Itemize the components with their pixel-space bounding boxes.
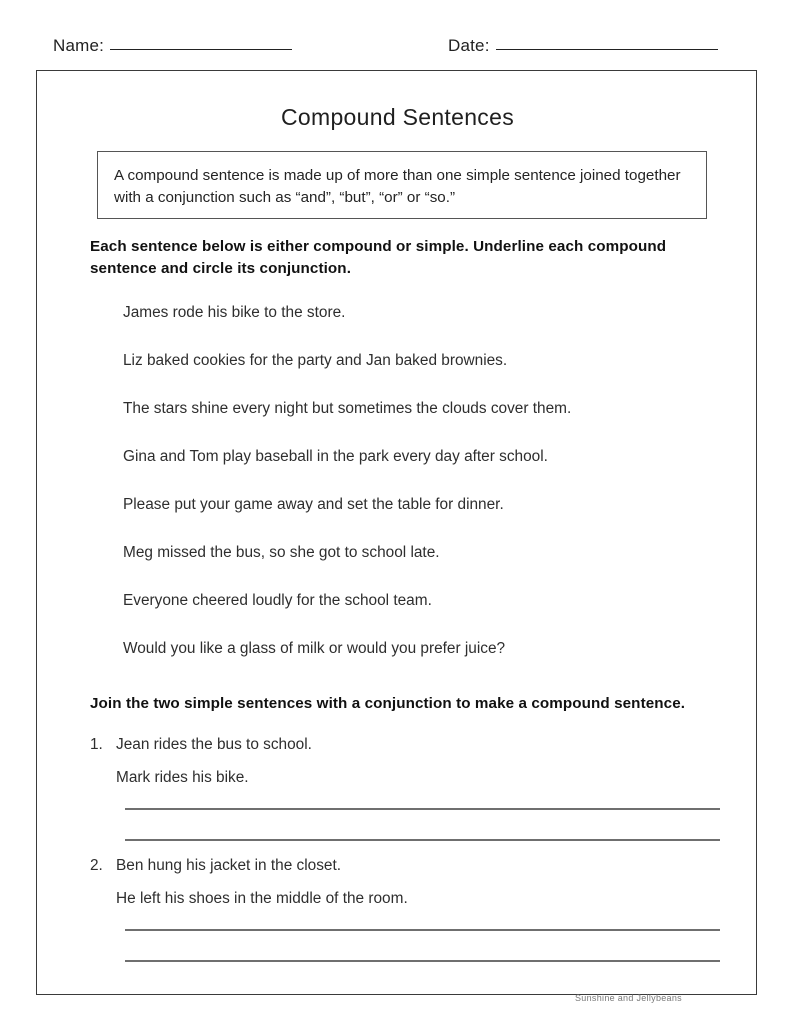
definition-box bbox=[97, 151, 707, 219]
join-item-number: 2. bbox=[90, 857, 103, 874]
answer-write-line[interactable] bbox=[125, 929, 720, 931]
date-field bbox=[448, 36, 718, 56]
answer-write-line[interactable] bbox=[125, 808, 720, 810]
page-title: Compound Sentences bbox=[281, 104, 514, 130]
date-write-line[interactable] bbox=[496, 48, 718, 50]
list-item[interactable]: Meg missed the bus, so she got to school late. bbox=[123, 544, 440, 561]
definition-text: A compound sentence is made up of more than one simple sentence joined together with a conjunction such as “and”, “but”, “or” or “so.” bbox=[114, 167, 681, 206]
name-field bbox=[53, 36, 292, 56]
list-item[interactable]: James rode his bike to the store. bbox=[123, 304, 346, 321]
worksheet-page-frame bbox=[36, 70, 757, 995]
join-sentence-list bbox=[90, 736, 730, 907]
join-item-sentence-b: Mark rides his bike. bbox=[116, 769, 249, 786]
instruction-underline-circle: Each sentence below is either compound or simple. Underline each compound sentence and circle its conjunction. bbox=[90, 238, 667, 277]
list-item[interactable]: Gina and Tom play baseball in the park every day after school. bbox=[123, 448, 548, 465]
worksheet-header bbox=[0, 36, 791, 66]
list-item[interactable]: The stars shine every night but sometimes the clouds cover them. bbox=[123, 400, 572, 417]
join-item-number: 1. bbox=[90, 736, 103, 753]
join-item-sentence-b: He left his shoes in the middle of the room. bbox=[116, 890, 408, 907]
footer-credit: Sunshine and Jellybeans bbox=[575, 993, 682, 1003]
join-item-1 bbox=[90, 736, 730, 857]
date-label: Date: bbox=[448, 36, 490, 55]
join-item-sentence-a: Ben hung his jacket in the closet. bbox=[116, 857, 342, 874]
list-item[interactable]: Would you like a glass of milk or would you prefer juice? bbox=[123, 640, 506, 657]
list-item[interactable]: Everyone cheered loudly for the school team. bbox=[123, 592, 432, 609]
practice-sentence-list bbox=[123, 303, 713, 687]
answer-write-line[interactable] bbox=[125, 960, 720, 962]
instruction-join-sentences: Join the two simple sentences with a conjunction to make a compound sentence. bbox=[90, 695, 686, 712]
list-item[interactable]: Liz baked cookies for the party and Jan baked brownies. bbox=[123, 352, 508, 369]
answer-write-line[interactable] bbox=[125, 839, 720, 841]
join-item-sentence-a: Jean rides the bus to school. bbox=[116, 736, 312, 753]
list-item[interactable]: Please put your game away and set the table for dinner. bbox=[123, 496, 504, 513]
name-label: Name: bbox=[53, 36, 105, 55]
name-write-line[interactable] bbox=[110, 48, 292, 50]
